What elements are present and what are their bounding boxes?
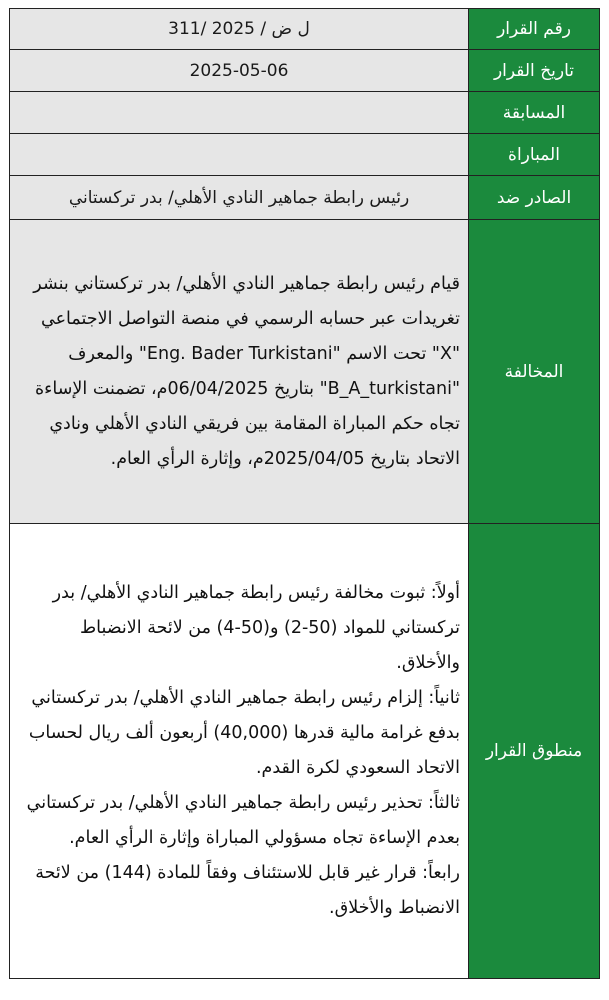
match-row <box>10 134 600 176</box>
issued-against-label: الصادر ضد <box>469 176 600 220</box>
decision-date-row <box>10 50 600 92</box>
decision-clause-second: ثانياً: إلزام رئيس رابطة جماهير النادي الأهلي/ بدر تركستاني بدفع غرامة مالية قدرها (40,000) أربعون ألف ريال لحساب الاتحاد السعودي لكرة القدم. <box>28 688 460 778</box>
decision-clause-first: أولاً: ثبوت مخالفة رئيس رابطة جماهير النادي الأهلي/ بدر تركستاني للمواد (50-2) و(50-4) من لائحة الانضباط والأخلاق. <box>52 583 460 673</box>
issued-against-row <box>10 176 600 220</box>
violation-text: قيام رئيس رابطة جماهير النادي الأهلي/ بدر تركستاني بنشر تغريدات عبر حسابه الرسمي في منصة التواصل الاجتماعي "X" تحت الاسم "Eng. Bader Turkistani" والمعرف "B_A_turkistani" بتاريخ 06/04/2025م، تضمنت الإساءة تجاه حكم المباراة المقامة بين فريقي النادي الأهلي ونادي الاتحاد بتاريخ 2025/04/05م، وإثارة الرأي العام. <box>33 273 460 469</box>
decision-date-label: تاريخ القرار <box>469 50 600 92</box>
decision-number-row <box>10 9 600 50</box>
decision-text <box>10 572 468 930</box>
decision-date-value: 2025-05-06 <box>189 60 289 81</box>
decision-number-value: 311/ ل ض / 2025 <box>168 19 310 39</box>
violation-row <box>10 220 600 524</box>
match-label: المباراة <box>469 134 600 176</box>
competition-row <box>10 92 600 134</box>
ruling-document <box>9 8 600 979</box>
violation-label: المخالفة <box>469 220 600 524</box>
decision-clause-third: ثالثاً: تحذير رئيس رابطة جماهير النادي الأهلي/ بدر تركستاني بعدم الإساءة تجاه مسؤولي المباراة وإثارة الرأي العام. <box>26 793 460 848</box>
decision-row <box>10 524 600 979</box>
issued-against-value: رئيس رابطة جماهير النادي الأهلي/ بدر تركستاني <box>68 187 410 208</box>
competition-label: المسابقة <box>469 92 600 134</box>
decision-label: منطوق القرار <box>469 524 600 979</box>
competition-value <box>10 92 469 134</box>
ruling-table <box>9 8 600 979</box>
decision-number-label: رقم القرار <box>469 9 600 50</box>
match-value <box>10 134 469 176</box>
decision-clause-fourth: رابعاً: قرار غير قابل للاستئناف وفقاً للمادة (144) من لائحة الانضباط والأخلاق. <box>35 863 460 918</box>
